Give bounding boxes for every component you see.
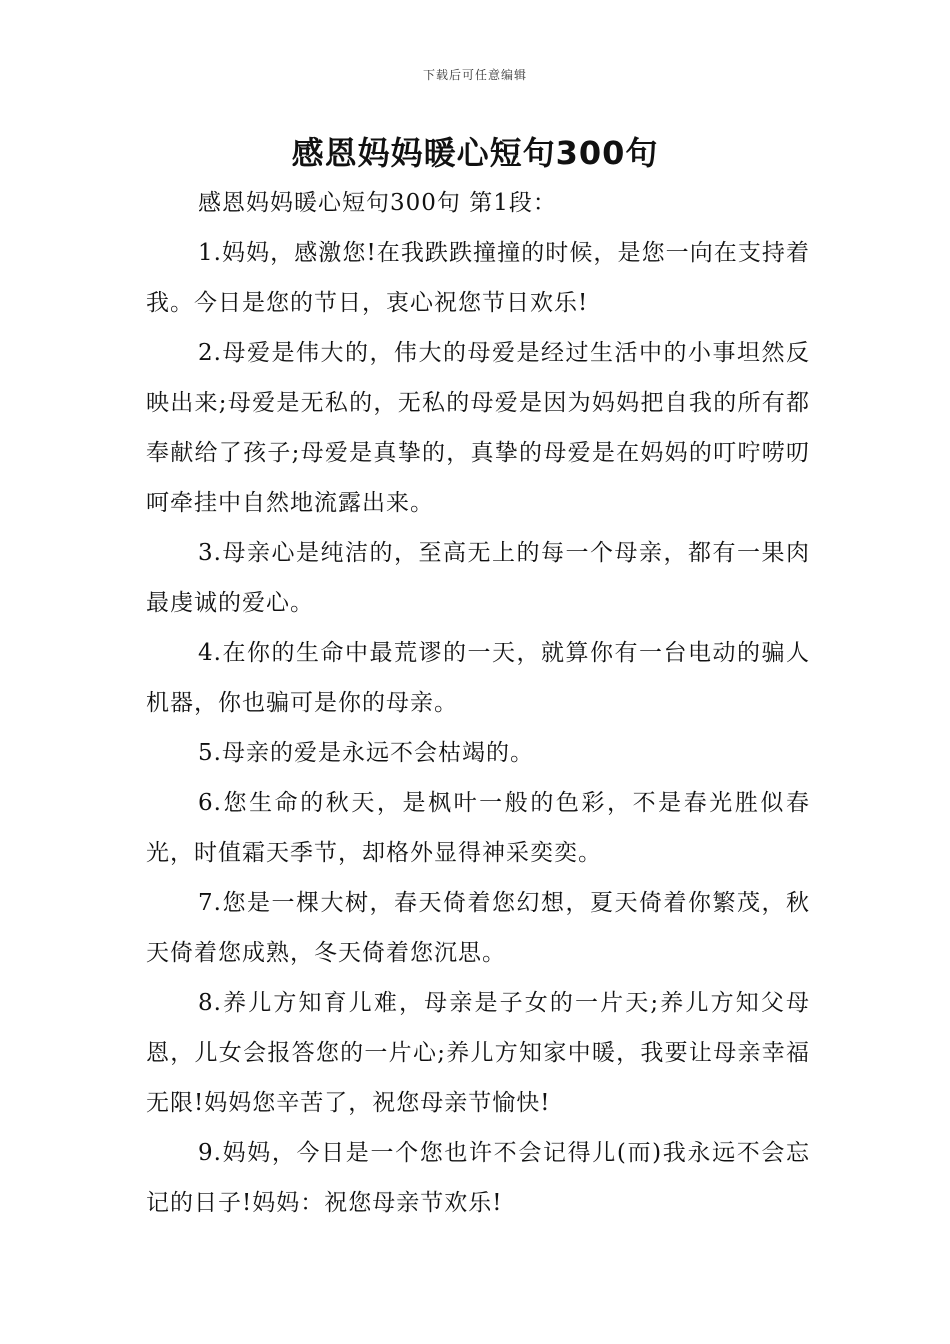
document-title: 感恩妈妈暖心短句300句 — [291, 134, 659, 172]
document-body — [146, 178, 810, 1228]
paragraph-5: 5.母亲的爱是永远不会枯竭的。 — [198, 740, 534, 766]
intro-paragraph: 感恩妈妈暖心短句300句 第1段： — [198, 190, 557, 216]
paragraph-6: 6.您生命的秋天，是枫叶一般的色彩，不是春光胜似春光，时值霜天季节，却格外显得神采奕奕。 — [146, 790, 810, 866]
paragraph-7: 7.您是一棵大树，春天倚着您幻想，夏天倚着你繁茂，秋天倚着您成熟，冬天倚着您沉思。 — [146, 890, 810, 966]
paragraph-8: 8.养儿方知育儿难，母亲是子女的一片天;养儿方知父母恩，儿女会报答您的一片心;养儿方知家中暖，我要让母亲幸福无限!妈妈您辛苦了，祝您母亲节愉快! — [146, 990, 810, 1116]
paragraph-2: 2.母爱是伟大的，伟大的母爱是经过生活中的小事坦然反映出来;母爱是无私的，无私的母爱是因为妈妈把自我的所有都奉献给了孩子;母爱是真挚的，真挚的母爱是在妈妈的叮咛唠叨呵牵挂中自然地流露出来。 — [146, 340, 810, 516]
paragraph-1: 1.妈妈，感激您!在我跌跌撞撞的时候，是您一向在支持着我。今日是您的节日，衷心祝您节日欢乐! — [146, 240, 810, 316]
paragraph-3: 3.母亲心是纯洁的，至高无上的每一个母亲，都有一果肉最虔诚的爱心。 — [146, 540, 810, 616]
paragraph-9: 9.妈妈，今日是一个您也许不会记得儿(而)我永远不会忘记的日子!妈妈：祝您母亲节欢乐! — [146, 1140, 810, 1216]
header-note: 下载后可任意编辑 — [422, 68, 527, 82]
paragraph-4: 4.在你的生命中最荒谬的一天，就算你有一台电动的骗人机器，你也骗可是你的母亲。 — [146, 640, 810, 716]
